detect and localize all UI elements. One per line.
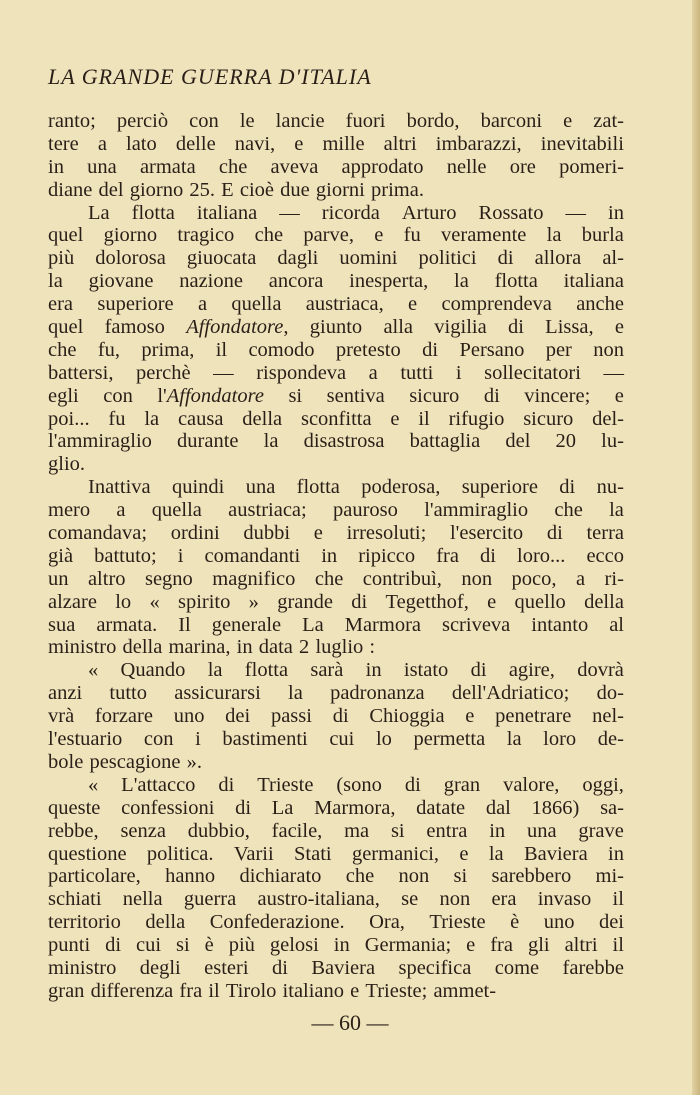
text-line: era superiore a quella austriaca, e comprendeva anche — [48, 293, 624, 316]
text-line: l'estuario con i bastimenti cui lo permetta la loro de- — [48, 728, 624, 751]
text-line: schiati nella guerra austro-italiana, se non era invaso il — [48, 888, 624, 911]
text-line: già battuto; i comandanti in ripicco fra di loro... ecco — [48, 544, 624, 567]
text-line: ministro degli esteri di Baviera specifica come farebbe — [48, 956, 624, 979]
text-line: anzi tutto assicurarsi la padronanza dell'Adriatico; do- — [48, 682, 624, 705]
text-line: territorio della Confederazione. Ora, Trieste è uno dei — [48, 911, 624, 934]
body-text — [48, 110, 624, 1003]
text-line: particolare, hanno dichiarato che non si sarebbero mi- — [48, 865, 624, 888]
text-line: mero a quella austriaca; pauroso l'ammiraglio che la — [48, 499, 624, 522]
text-line: comandava; ordini dubbi e irresoluti; l'esercito di terra — [48, 522, 624, 545]
text-line: sua armata. Il generale La Marmora scriveva intanto al — [48, 613, 624, 636]
text-line: rebbe, senza dubbio, facile, ma si entra in una grave — [48, 819, 624, 842]
text-line: questione politica. Varii Stati germanici, e la Baviera in — [48, 842, 624, 865]
paragraph — [48, 202, 624, 477]
text-line: battersi, perchè — rispondeva a tutti i sollecitatori — — [48, 361, 624, 384]
text-line: glio. — [48, 453, 86, 476]
text-line: diane del giorno 25. E cioè due giorni prima. — [48, 178, 424, 201]
page-edge — [692, 0, 700, 1095]
page-number: — 60 — — [311, 1010, 389, 1035]
text-line: « L'attacco di Trieste (sono di gran valore, oggi, — [88, 773, 624, 796]
paragraph — [48, 659, 624, 773]
text-line: tere a lato delle navi, e mille altri imbarazzi, inevitabili — [48, 132, 624, 155]
paragraph — [48, 110, 624, 202]
text-line: gran differenza fra il Tirolo italiano e Trieste; ammet- — [48, 979, 497, 1002]
paragraph — [48, 476, 624, 659]
text-line: un altro segno magnifico che contribuì, non poco, a ri- — [48, 567, 624, 590]
text-line: ministro della marina, in data 2 luglio : — [48, 636, 376, 659]
text-line: Inattiva quindi una flotta poderosa, superiore di nu- — [88, 476, 624, 499]
text-line: quel famoso Affondatore, giunto alla vigilia di Lissa, e — [48, 316, 624, 339]
text-line: poi... fu la causa della sconfitta e il rifugio sicuro del- — [48, 407, 624, 430]
text-line: queste confessioni di La Marmora, datate dal 1866) sa- — [48, 796, 624, 819]
text-line: l'ammiraglio durante la disastrosa battaglia del 20 lu- — [48, 430, 624, 453]
text-line: in una armata che aveva approdato nelle ore pomeri- — [48, 155, 624, 178]
paragraph — [48, 774, 624, 1003]
text-line: ranto; perciò con le lancie fuori bordo, barconi e zat- — [48, 110, 624, 132]
text-line: che fu, prima, il comodo pretesto di Persano per non — [48, 338, 624, 361]
text-line: « Quando la flotta sarà in istato di agire, dovrà — [88, 659, 624, 682]
text-line: vrà forzare uno dei passi di Chioggia e penetrare nel- — [48, 705, 624, 728]
text-line: bole pescagione ». — [48, 750, 203, 773]
text-line: più dolorosa giuocata dagli uomini politici di allora al- — [48, 247, 624, 270]
text-line: punti di cui si è più gelosi in Germania; e fra gli altri il — [48, 934, 624, 957]
running-header: LA GRANDE GUERRA D'ITALIA — [48, 64, 372, 89]
text-line: alzare lo « spirito » grande di Tegetthof, e quello della — [48, 590, 624, 613]
text-line: quel giorno tragico che parve, e fu veramente la burla — [48, 224, 624, 247]
text-line: la giovane nazione ancora inesperta, la flotta italiana — [48, 270, 624, 293]
text-line: La flotta italiana — ricorda Arturo Rossato — in — [88, 201, 624, 224]
text-line: egli con l'Affondatore si sentiva sicuro di vincere; e — [48, 384, 624, 407]
